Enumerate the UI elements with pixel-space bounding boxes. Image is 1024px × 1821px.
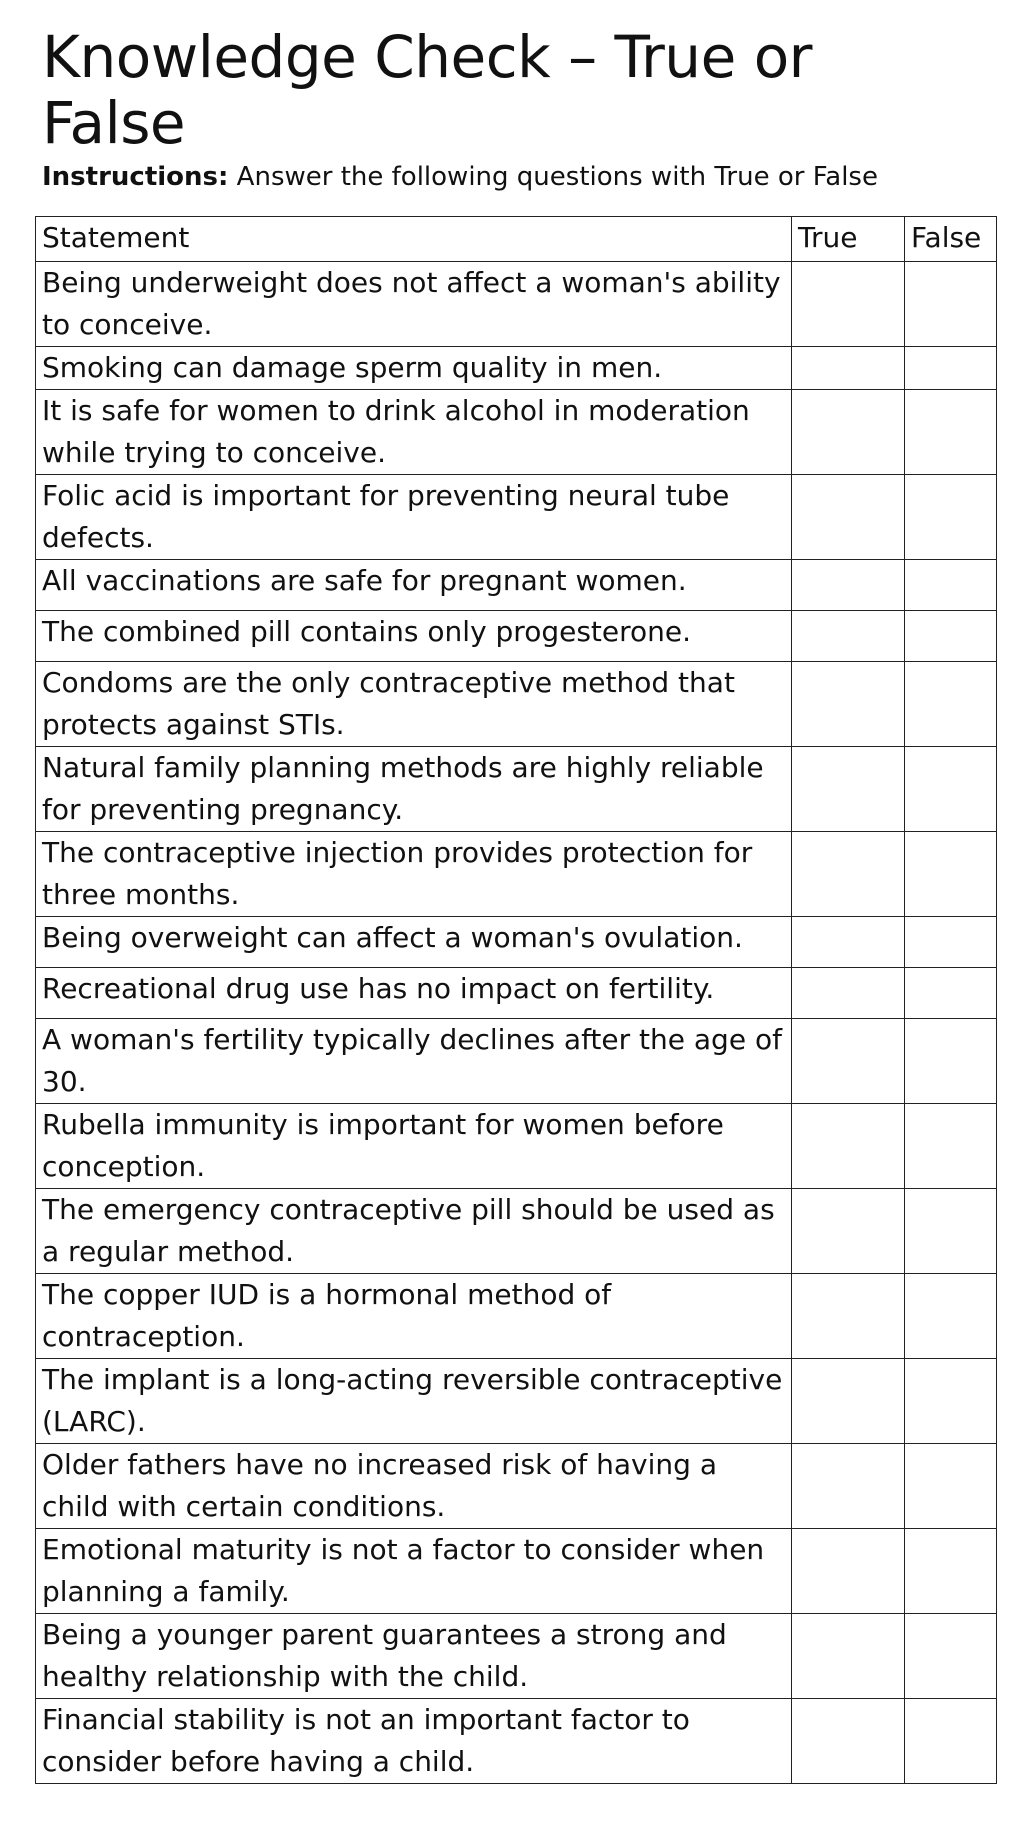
page-title: Knowledge Check – True or False <box>42 23 813 157</box>
false-answer-cell[interactable] <box>905 968 997 1019</box>
statement-cell: Financial stability is not an important factor to consider before having a child. <box>36 1699 792 1784</box>
statement-cell: Being a younger parent guarantees a strong and healthy relationship with the child. <box>36 1614 792 1699</box>
table-row <box>36 662 997 747</box>
table-row <box>36 390 997 475</box>
statement-cell: Rubella immunity is important for women before conception. <box>36 1104 792 1189</box>
table-row <box>36 1444 997 1529</box>
false-answer-cell[interactable] <box>905 1529 997 1614</box>
true-answer-cell[interactable] <box>792 968 905 1019</box>
table-header-row <box>36 217 997 262</box>
statement-cell: The implant is a long-acting reversible contraceptive (LARC). <box>36 1359 792 1444</box>
statement-cell: The combined pill contains only progesterone. <box>36 611 792 662</box>
true-answer-cell[interactable] <box>792 1529 905 1614</box>
table-row <box>36 1614 997 1699</box>
true-answer-cell[interactable] <box>792 1359 905 1444</box>
false-answer-cell[interactable] <box>905 1104 997 1189</box>
false-answer-cell[interactable] <box>905 832 997 917</box>
false-answer-cell[interactable] <box>905 1019 997 1104</box>
table-row <box>36 917 997 968</box>
table-row <box>36 347 997 390</box>
false-answer-cell[interactable] <box>905 475 997 560</box>
table-row <box>36 262 997 347</box>
false-answer-cell[interactable] <box>905 560 997 611</box>
false-answer-cell[interactable] <box>905 1699 997 1784</box>
statement-cell: The contraceptive injection provides protection for three months. <box>36 832 792 917</box>
true-answer-cell[interactable] <box>792 747 905 832</box>
statement-cell: A woman's fertility typically declines after the age of 30. <box>36 1019 792 1104</box>
true-answer-cell[interactable] <box>792 1699 905 1784</box>
header-statement: Statement <box>36 217 792 262</box>
table-row <box>36 1529 997 1614</box>
instructions <box>42 160 878 194</box>
table-row <box>36 611 997 662</box>
statement-cell: Condoms are the only contraceptive method that protects against STIs. <box>36 662 792 747</box>
false-answer-cell[interactable] <box>905 1359 997 1444</box>
table-row <box>36 747 997 832</box>
false-answer-cell[interactable] <box>905 917 997 968</box>
true-answer-cell[interactable] <box>792 611 905 662</box>
table-row <box>36 1359 997 1444</box>
true-answer-cell[interactable] <box>792 347 905 390</box>
table-row <box>36 1274 997 1359</box>
table-row <box>36 968 997 1019</box>
table-row <box>36 560 997 611</box>
statement-cell: Recreational drug use has no impact on fertility. <box>36 968 792 1019</box>
statement-cell: The copper IUD is a hormonal method of contraception. <box>36 1274 792 1359</box>
statement-cell: All vaccinations are safe for pregnant women. <box>36 560 792 611</box>
statement-cell: Emotional maturity is not a factor to consider when planning a family. <box>36 1529 792 1614</box>
statement-cell: Being overweight can affect a woman's ovulation. <box>36 917 792 968</box>
true-answer-cell[interactable] <box>792 662 905 747</box>
true-answer-cell[interactable] <box>792 262 905 347</box>
false-answer-cell[interactable] <box>905 1274 997 1359</box>
false-answer-cell[interactable] <box>905 1444 997 1529</box>
table-row <box>36 1104 997 1189</box>
false-answer-cell[interactable] <box>905 1189 997 1274</box>
true-answer-cell[interactable] <box>792 1444 905 1529</box>
instructions-text: Answer the following questions with True or False <box>228 162 878 192</box>
statement-cell: Folic acid is important for preventing neural tube defects. <box>36 475 792 560</box>
false-answer-cell[interactable] <box>905 611 997 662</box>
true-answer-cell[interactable] <box>792 475 905 560</box>
true-answer-cell[interactable] <box>792 917 905 968</box>
statement-cell: Older fathers have no increased risk of having a child with certain conditions. <box>36 1444 792 1529</box>
false-answer-cell[interactable] <box>905 390 997 475</box>
table-row <box>36 1019 997 1104</box>
false-answer-cell[interactable] <box>905 662 997 747</box>
table-row <box>36 832 997 917</box>
header-false: False <box>905 217 997 262</box>
true-answer-cell[interactable] <box>792 390 905 475</box>
true-answer-cell[interactable] <box>792 1274 905 1359</box>
header-true: True <box>792 217 905 262</box>
false-answer-cell[interactable] <box>905 1614 997 1699</box>
statement-cell: Natural family planning methods are highly reliable for preventing pregnancy. <box>36 747 792 832</box>
statement-cell: It is safe for women to drink alcohol in moderation while trying to conceive. <box>36 390 792 475</box>
table-row <box>36 475 997 560</box>
statement-cell: The emergency contraceptive pill should be used as a regular method. <box>36 1189 792 1274</box>
true-answer-cell[interactable] <box>792 560 905 611</box>
statement-cell: Smoking can damage sperm quality in men. <box>36 347 792 390</box>
false-answer-cell[interactable] <box>905 747 997 832</box>
false-answer-cell[interactable] <box>905 347 997 390</box>
true-answer-cell[interactable] <box>792 832 905 917</box>
true-false-table <box>35 216 997 1784</box>
true-answer-cell[interactable] <box>792 1189 905 1274</box>
true-answer-cell[interactable] <box>792 1019 905 1104</box>
false-answer-cell[interactable] <box>905 262 997 347</box>
instructions-label: Instructions: <box>42 162 229 192</box>
true-answer-cell[interactable] <box>792 1614 905 1699</box>
true-answer-cell[interactable] <box>792 1104 905 1189</box>
statement-cell: Being underweight does not affect a woman's ability to conceive. <box>36 262 792 347</box>
table-row <box>36 1189 997 1274</box>
table-row <box>36 1699 997 1784</box>
